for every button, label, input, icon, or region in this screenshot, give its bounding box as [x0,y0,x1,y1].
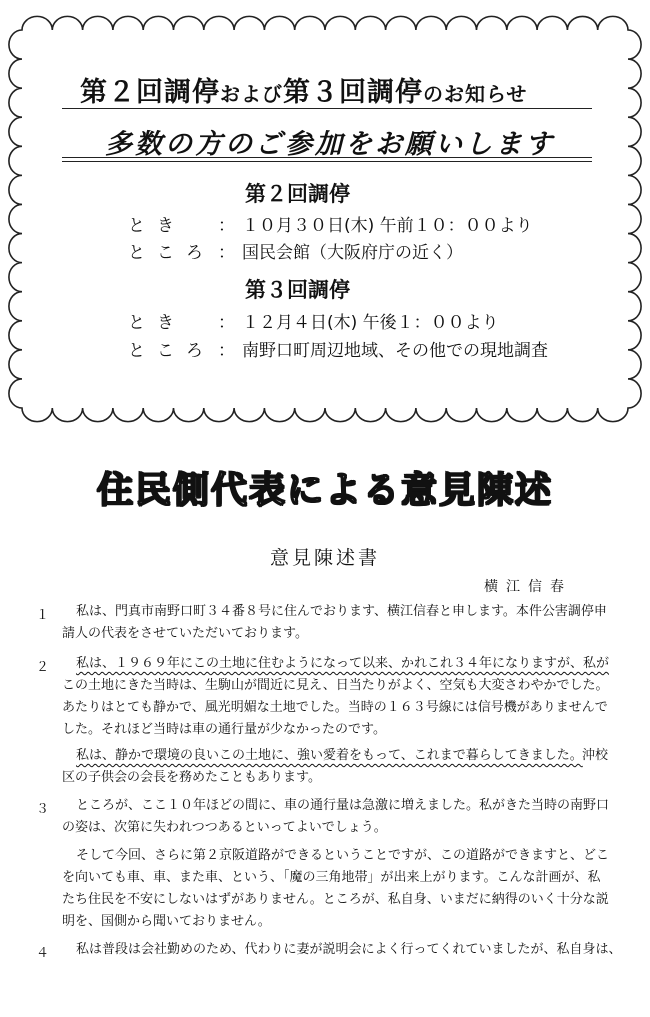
text-line: 請人の代表をさせていただいております。 [62,626,308,641]
session2-title: 第２回調停 [245,182,350,206]
paragraph-number: ２ [36,660,50,675]
time-value: １０月３０日(木) 午前１０：００より [242,216,533,236]
text-line-underlined: 私は、静かで環境の良いこの土地に、強い愛着をもって、これまで暮らしてきました。 [76,748,583,763]
title-part1: 第２回調停 [80,77,220,108]
paragraph-number: ４ [36,946,50,961]
colon: ： [218,341,235,361]
text-line: 区の子供会の会長を務めたこともあります。 [62,770,321,785]
text-line: あたりはとても静かで、風光明媚な土地でした。当時の１６３号線には信号機がありませんで [62,700,608,715]
subtitle-underline-bottom [62,161,592,162]
text-line: を向いても車、車、また車、という、「魔の三角地帯」が出来上がります。こんな計画が、私 [62,870,601,885]
text-line: たち住民を不安にしないはずがありません。ところが、私自身、いまだに納得のいく十分な説 [62,892,609,907]
text-line: この土地にきた当時は、生駒山が間近に見え、日当たりがよく、空気も大変さわやかでした。 [62,678,609,693]
title-conj: および [220,82,283,106]
colon: ： [218,243,235,263]
text-line: ところが、ここ１０年ほどの間に、車の通行量は急激に増えました。私がきた当時の南野口 [76,798,610,813]
subtitle-underline-top [62,157,592,158]
notice-subtitle: 多数の方のご参加をお願いします [105,129,555,160]
place-value: 南野口町周辺地域、その他での現地調査 [242,341,548,361]
paragraph-number: ３ [36,802,50,817]
author-name: 横江信春 [484,579,572,595]
title-part2: 第３回調停 [283,77,423,108]
document-title: 意見陳述書 [269,547,380,569]
session2-time-row [0,211,650,236]
text-line: 明を、国側から聞いておりません。 [62,914,271,929]
session3-time-row [0,308,650,333]
text-line: 私は、門真市南野口町３４番８号に住んでおります、横江信春と申します。本件公害調停申 [76,604,607,619]
time-label: とき [128,216,186,236]
notice-title [80,70,585,109]
title-suffix: のお知らせ [423,82,528,106]
text-line-underlined: 私は、１９６９年にこの土地に住むようになって以来、かれこれ３４年になりますが、私が [76,656,610,671]
session3-title: 第３回調停 [245,278,350,302]
text-line: した。それほど当時は車の通行量が少なかったのです。 [62,722,386,737]
colon: ： [218,216,235,236]
time-label: とき [128,313,186,333]
main-heading: 住民側代表による意見陳述 [96,470,553,511]
text-line: 沖校 [582,748,609,763]
place-label: ところ [128,243,215,263]
time-value: １２月４日(木) 午後１：００より [242,313,499,333]
text-line: の姿は、次第に失われつつあるといってよいでしょう。 [62,820,387,835]
paragraph-number: １ [36,608,50,623]
session3-place-row [0,336,650,361]
colon: ： [218,313,235,333]
session2-place-row [0,238,650,263]
title-underline [62,108,592,109]
place-value: 国民会館（大阪府庁の近く） [242,243,463,263]
text-line: 私は普段は会社勤めのため、代わりに妻が説明会によく行ってくれていましたが、私自身は、 [76,942,622,957]
place-label: ところ [128,341,215,361]
text-line: そして今回、さらに第２京阪道路ができるということですが、この道路ができますと、どこ [76,848,610,863]
